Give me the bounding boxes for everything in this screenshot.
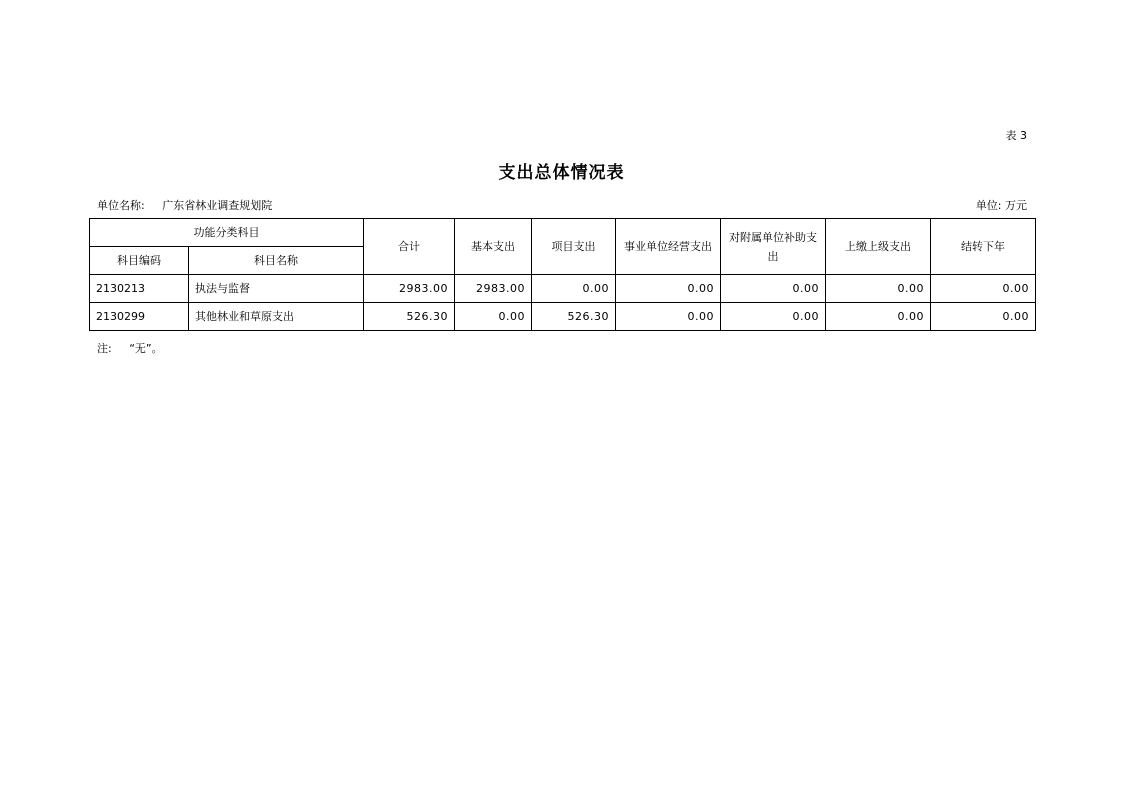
- header-subject-name: 科目名称: [189, 247, 364, 275]
- cell-total: 526.30: [364, 303, 455, 331]
- header-row-1: [90, 219, 1036, 247]
- cell-code: 2130213: [90, 275, 189, 303]
- unit-name-value: 广东省林业调查规划院: [162, 199, 273, 212]
- table-row: [90, 275, 1036, 303]
- cell-basic: 0.00: [455, 303, 532, 331]
- unit-name-label: 单位名称:: [97, 199, 145, 212]
- cell-business: 0.00: [616, 303, 721, 331]
- cell-subsidy: 0.00: [721, 303, 826, 331]
- cell-name: 其他林业和草原支出: [189, 303, 364, 331]
- note-label: 注:: [97, 342, 112, 355]
- note-value: “无”。: [129, 342, 163, 355]
- header-total: 合计: [364, 219, 455, 275]
- cell-code: 2130299: [90, 303, 189, 331]
- cell-name: 执法与监督: [189, 275, 364, 303]
- page-title: 支出总体情况表: [498, 163, 625, 183]
- header-subsidy: 对附属单位补助支出: [721, 219, 826, 275]
- header-business: 事业单位经营支出: [616, 219, 721, 275]
- cell-carryover: 0.00: [931, 275, 1036, 303]
- cell-project: 0.00: [532, 275, 616, 303]
- table-number: 表 3: [1005, 129, 1027, 142]
- header-upper: 上缴上级支出: [826, 219, 931, 275]
- footnote: [97, 340, 163, 356]
- header-subject-code: 科目编码: [90, 247, 189, 275]
- cell-total: 2983.00: [364, 275, 455, 303]
- cell-upper: 0.00: [826, 275, 931, 303]
- cell-carryover: 0.00: [931, 303, 1036, 331]
- header-carryover: 结转下年: [931, 219, 1036, 275]
- expenditure-table: [89, 218, 1036, 331]
- header-functional-category: 功能分类科目: [90, 219, 364, 247]
- cell-basic: 2983.00: [455, 275, 532, 303]
- cell-subsidy: 0.00: [721, 275, 826, 303]
- cell-upper: 0.00: [826, 303, 931, 331]
- unit-name: [97, 197, 272, 213]
- money-unit: 单位: 万元: [975, 199, 1027, 212]
- cell-business: 0.00: [616, 275, 721, 303]
- cell-project: 526.30: [532, 303, 616, 331]
- header-project: 项目支出: [532, 219, 616, 275]
- header-basic: 基本支出: [455, 219, 532, 275]
- table-row: [90, 303, 1036, 331]
